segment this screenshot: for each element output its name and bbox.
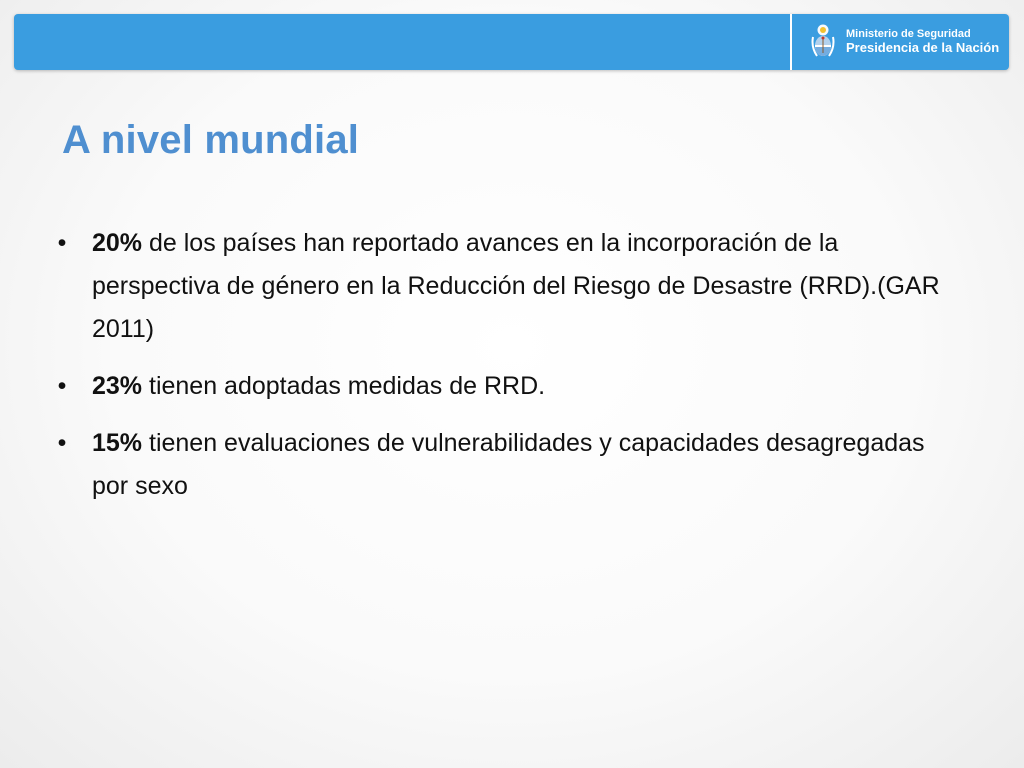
presidency-name: Presidencia de la Nación (846, 39, 1000, 55)
argentina-coat-of-arms-icon (810, 23, 836, 61)
bullet-marker: • (57, 429, 67, 457)
bullet-text: tienen adoptadas medidas de RRD. (142, 372, 546, 400)
header-bar (14, 14, 1009, 70)
bullet-list (52, 222, 952, 522)
ministry-name: Ministerio de Seguridad (846, 28, 971, 41)
header-divider (790, 14, 792, 70)
bullet-item (52, 422, 952, 508)
bullet-item (52, 365, 952, 408)
bullet-item (52, 222, 952, 351)
bullet-percent: 20% (92, 229, 143, 257)
slide-title: A nivel mundial (62, 118, 360, 162)
bullet-marker: • (57, 229, 67, 257)
ministry-logo (810, 22, 999, 62)
bullet-marker: • (57, 372, 67, 400)
bullet-text: de los países han reportado avances en la incorporación de la perspectiva de género en la Reducción del Riesgo de Desastre (RRD).(GAR 2011) (92, 229, 940, 343)
bullet-text: tienen evaluaciones de vulnerabilidades y capacidades desagregadas por sexo (92, 429, 925, 500)
bullet-percent: 23% (92, 372, 143, 400)
bullet-percent: 15% (92, 429, 143, 457)
ministry-logo-text (846, 28, 999, 56)
